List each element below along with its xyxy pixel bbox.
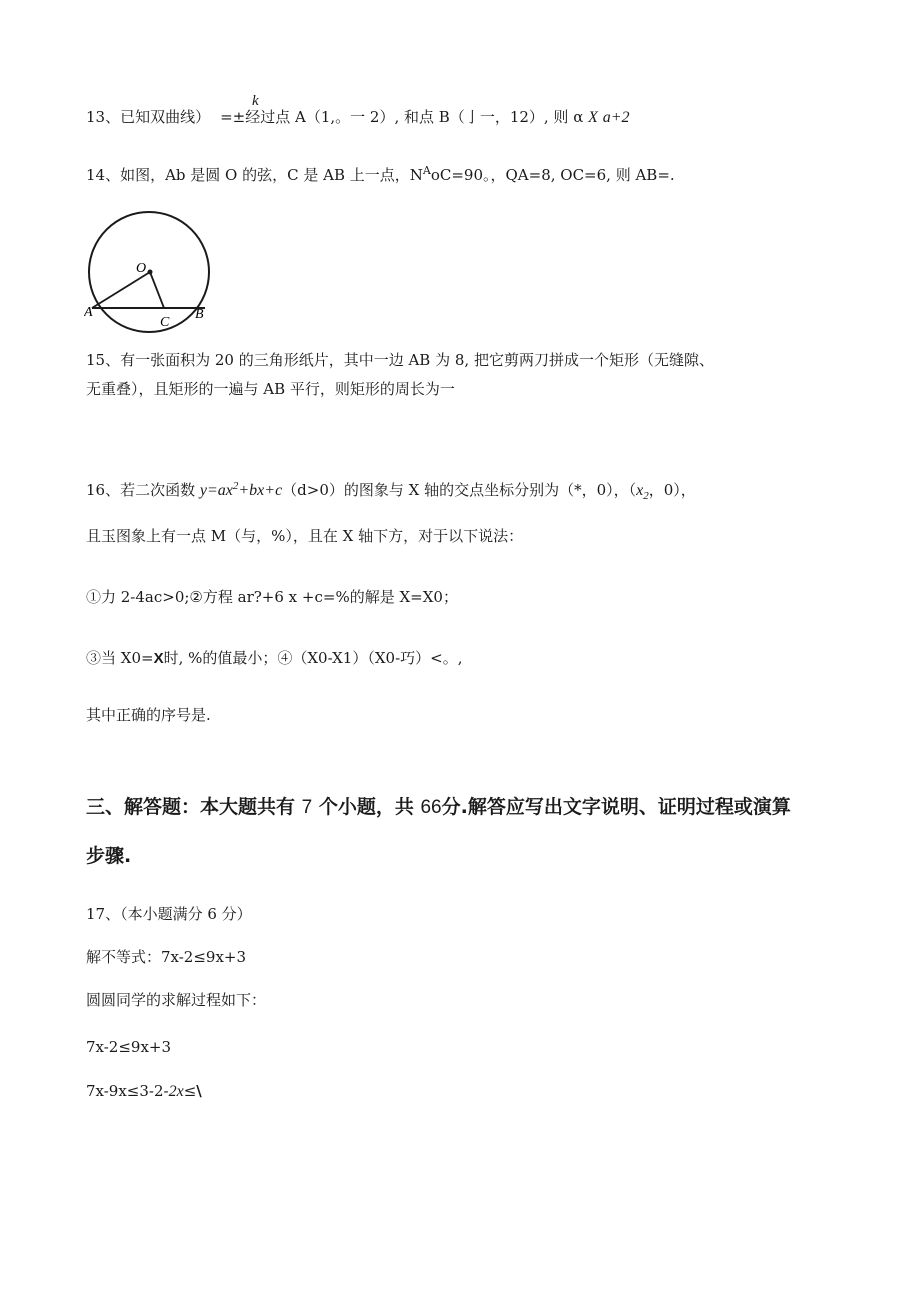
- section-3-part-c: 分.解答应写出文字说明、证明过程或演算: [441, 796, 791, 818]
- question-17-intro: 圆圆同学的求解过程如下：: [86, 991, 267, 1009]
- section-3-heading: [86, 794, 791, 821]
- q16-l4a: ③当 X0=: [86, 649, 154, 667]
- q16-x2: x: [636, 482, 644, 499]
- q16-l4b: 时, %的值最小；④（X0-X1）（X0-巧）<。,: [163, 649, 463, 667]
- section-3-part-b: 个小题，共: [318, 796, 414, 818]
- q13-mid: =±经过点 A（1,。一 2）, 和点 B（: [220, 108, 465, 126]
- q14-sup: A: [422, 164, 431, 177]
- segment-oa: [92, 272, 150, 308]
- label-b: B: [195, 307, 204, 322]
- q17-step2-mark: \: [196, 1082, 202, 1100]
- q16-lead: 16、若二次函数: [86, 481, 196, 499]
- segment-oc: [150, 272, 164, 308]
- q16-sup: 2: [232, 480, 239, 492]
- question-17-task: 解不等式：7x-2≤9x+3: [86, 948, 247, 966]
- q16-desc: （d>0）的图象与 X 轴的交点坐标分别为（*，0），（: [282, 481, 637, 499]
- q17-step2-b: 2x: [168, 1083, 184, 1100]
- question-13: [86, 107, 629, 128]
- q16-l4x: X: [153, 650, 164, 667]
- q16-func2: +bx+c: [238, 482, 283, 499]
- center-point: [148, 270, 153, 275]
- q13-x: X: [588, 109, 598, 126]
- label-c: C: [160, 315, 170, 330]
- q17-step2-a: 7x-9x≤3-2-: [86, 1082, 169, 1100]
- q14-rest: oC=90。，QA=8, OC=6, 则 AB=.: [430, 166, 675, 184]
- q13-tail: a+2: [602, 109, 630, 126]
- question-15-line-2: 无重叠），且矩形的一遍与 AB 平行，则矩形的周长为一: [86, 380, 455, 398]
- q17-step2-c: ≤: [183, 1082, 197, 1100]
- q13-mark: 亅: [464, 108, 480, 126]
- question-15-line-1: 15、有一张面积为 20 的三角形纸片，其中一边 AB 为 8, 把它剪两刀拼成一个矩形（无缝隙、: [86, 351, 714, 369]
- section-3-heading-line-2: 步骤.: [86, 845, 132, 867]
- label-a: A: [84, 305, 93, 320]
- q16-x2-sub: 2: [643, 490, 649, 502]
- label-o: O: [136, 261, 147, 276]
- question-14: [86, 161, 675, 185]
- q16-end: ，0），: [648, 481, 696, 499]
- section-3-count: 7: [301, 797, 313, 818]
- q13-rest: 一，12）, 则 α: [479, 108, 584, 126]
- question-16-line-4: [86, 648, 462, 669]
- question-17-title: 17、（本小题满分 6 分）: [86, 905, 252, 923]
- circle-chord-figure: [84, 204, 214, 336]
- section-3-part-a: 三、解答题：本大题共有: [86, 796, 296, 818]
- question-16-line-5: 其中正确的序号是.: [86, 706, 211, 724]
- fraction-numerator-k: k: [252, 93, 259, 109]
- question-17-step-2: [86, 1081, 202, 1102]
- q14-text: 14、如图，Ab 是圆 O 的弦，C 是 AB 上一点，N: [86, 166, 423, 184]
- q16-func: y=ax: [199, 482, 233, 499]
- question-16-line-3: ①力 2-4ac>0;②方程 ar?+6 x +c=%的解是 X=X0；: [86, 588, 458, 606]
- question-17-step-1: 7x-2≤9x+3: [86, 1038, 172, 1056]
- q13-prefix: 13、已知双曲线）: [86, 108, 211, 126]
- question-16-line-2: 且玉图象上有一点 M（与，%），且在 X 轴下方，对于以下说法：: [86, 527, 524, 545]
- section-3-points: 66: [420, 797, 442, 818]
- question-16-line-1: [86, 476, 696, 506]
